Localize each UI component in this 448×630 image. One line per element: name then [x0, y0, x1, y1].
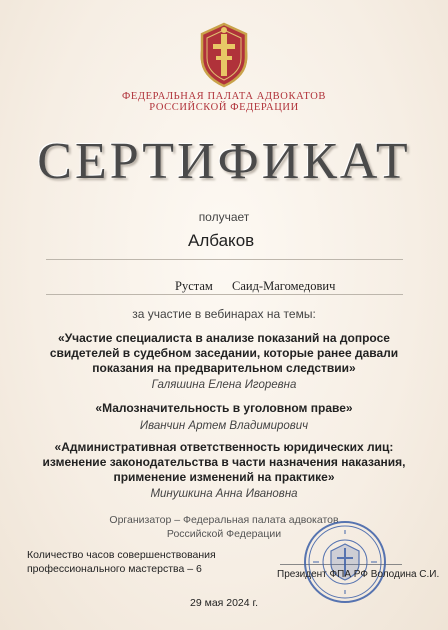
webinar-topic-line: «Административная ответственность юридических лиц: — [54, 440, 394, 454]
recipient-given-name: Рустам — [175, 279, 213, 293]
webinar-topic-line: изменение законодательства в части назначения наказания, — [42, 455, 406, 469]
hours-line1: Количество часов совершенствования — [27, 549, 216, 561]
webinar-topic-2 — [20, 401, 428, 416]
webinar-topic-3 — [20, 440, 428, 485]
webinar-topic-line: свидетелей в судебном заседании, которые ранее давали — [49, 346, 399, 360]
webinar-lecturer-1: Галяшина Елена Игоревна — [151, 379, 297, 391]
certificate-title: СЕРТИФИКАТ — [37, 133, 411, 190]
webinar-lecturer-3: Минушкина Анна Ивановна — [150, 488, 298, 500]
name-underline — [46, 294, 403, 295]
recipient-patronymic: Саид-Магомедович — [232, 279, 336, 293]
organization-name-line2: РОССИЙСКОЙ ФЕДЕРАЦИИ — [149, 102, 299, 113]
official-stamp-icon — [303, 520, 387, 604]
webinar-topic-line: «Малозначительность в уголовном праве» — [95, 401, 353, 415]
recipient-surname: Албаков — [188, 231, 255, 250]
president-signature: Президент ФПА РФ Володина С.И. — [277, 569, 440, 580]
surname-underline — [46, 259, 403, 260]
webinar-topic-1 — [20, 331, 428, 376]
hours-line2: профессионального мастерства – 6 — [27, 563, 202, 575]
participation-label: за участие в вебинарах на темы: — [132, 307, 316, 321]
organization-name-line1: ФЕДЕРАЛЬНАЯ ПАЛАТА АДВОКАТОВ — [121, 91, 326, 102]
webinar-topic-line: показания на предварительном следствии» — [92, 361, 356, 375]
webinar-lecturer-2: Иванчин Артем Владимирович — [139, 420, 309, 432]
fpa-emblem-icon — [194, 20, 254, 90]
organizer-line1: Организатор – Федеральная палата адвокатов — [109, 514, 339, 526]
organizer-line2: Российской Федерации — [166, 528, 282, 540]
webinar-topic-line: применение изменений на практике» — [113, 470, 335, 484]
webinar-topic-line: «Участие специалиста в анализе показаний на допросе — [58, 331, 390, 345]
issue-date: 29 мая 2024 г. — [190, 597, 258, 609]
receives-label: получает — [198, 210, 250, 224]
